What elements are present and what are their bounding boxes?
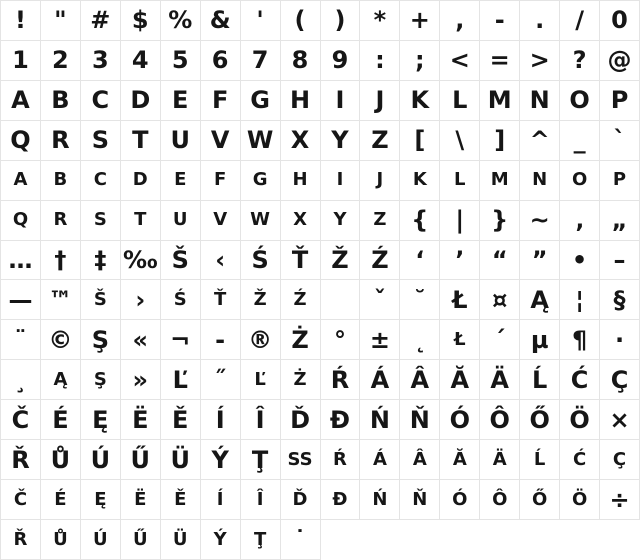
glyph-cell[interactable]: |	[440, 201, 480, 241]
glyph-cell[interactable]: Ý	[201, 440, 241, 480]
glyph-cell[interactable]: ‚	[560, 201, 600, 241]
glyph-cell[interactable]: A	[1, 81, 41, 121]
glyph-cell[interactable]: Y	[321, 201, 361, 241]
glyph-cell[interactable]: Ç	[600, 440, 640, 480]
glyph-cell[interactable]: &	[201, 1, 241, 41]
glyph-cell[interactable]: A	[1, 161, 41, 201]
glyph-cell[interactable]: D	[121, 161, 161, 201]
glyph-cell[interactable]: (	[281, 1, 321, 41]
empty-area	[321, 520, 640, 560]
glyph-cell[interactable]: Ě	[161, 480, 201, 520]
glyph-cell[interactable]: ^	[520, 121, 560, 161]
glyph-cell[interactable]: Ň	[400, 400, 440, 440]
glyph-cell[interactable]: ]	[480, 121, 520, 161]
glyph-cell[interactable]: Ń	[360, 480, 400, 520]
glyph-cell[interactable]: G	[241, 81, 281, 121]
glyph-cell[interactable]: Ţ	[241, 440, 281, 480]
glyph-cell[interactable]: K	[400, 81, 440, 121]
glyph-cell[interactable]: Ć	[560, 360, 600, 400]
glyph-cell[interactable]: Ź	[281, 280, 321, 320]
glyph-cell[interactable]: —	[1, 280, 41, 320]
glyph-cell[interactable]: É	[41, 400, 81, 440]
glyph-cell[interactable]: †	[41, 241, 81, 281]
glyph-cell[interactable]: •	[560, 241, 600, 281]
glyph-cell[interactable]: T	[121, 201, 161, 241]
glyph-cell[interactable]: V	[201, 201, 241, 241]
glyph-cell[interactable]: X	[281, 201, 321, 241]
glyph-cell[interactable]: “	[480, 241, 520, 281]
glyph-cell[interactable]: ¤	[480, 280, 520, 320]
glyph-cell[interactable]: -	[480, 1, 520, 41]
glyph-cell[interactable]: 6	[201, 41, 241, 81]
glyph-cell[interactable]: Ń	[360, 400, 400, 440]
glyph-cell[interactable]: E	[161, 161, 201, 201]
glyph-cell[interactable]: 9	[321, 41, 361, 81]
glyph-cell[interactable]: C	[81, 161, 121, 201]
glyph-cell[interactable]: °	[321, 320, 361, 360]
glyph-cell[interactable]: Ű	[121, 520, 161, 560]
glyph-cell[interactable]: Ů	[41, 520, 81, 560]
glyph-cell[interactable]: ˛	[400, 320, 440, 360]
glyph-cell[interactable]: §	[600, 280, 640, 320]
glyph-cell[interactable]: Ą	[41, 360, 81, 400]
glyph-cell[interactable]: –	[600, 241, 640, 281]
glyph-cell[interactable]: Ř	[1, 520, 41, 560]
glyph-cell[interactable]: L	[440, 81, 480, 121]
glyph-cell[interactable]: 1	[1, 41, 41, 81]
glyph-cell[interactable]: "	[41, 1, 81, 41]
glyph-cell[interactable]: \	[440, 121, 480, 161]
glyph-cell[interactable]: Ä	[480, 360, 520, 400]
glyph-cell[interactable]: $	[121, 1, 161, 41]
glyph-cell[interactable]: Ů	[41, 440, 81, 480]
glyph-cell[interactable]: ˇ	[360, 280, 400, 320]
glyph-cell[interactable]: Ö	[560, 480, 600, 520]
glyph-cell[interactable]: :	[360, 41, 400, 81]
glyph-cell[interactable]: É	[41, 480, 81, 520]
glyph-cell[interactable]: E	[161, 81, 201, 121]
glyph-cell[interactable]: Í	[201, 480, 241, 520]
glyph-cell[interactable]: Ş	[81, 360, 121, 400]
glyph-cell[interactable]: V	[201, 121, 241, 161]
glyph-cell[interactable]: B	[41, 161, 81, 201]
glyph-cell[interactable]: Ä	[480, 440, 520, 480]
glyph-cell[interactable]: ¶	[560, 320, 600, 360]
glyph-cell[interactable]: R	[41, 201, 81, 241]
glyph-cell[interactable]: 0	[600, 1, 640, 41]
glyph-cell[interactable]: U	[161, 121, 201, 161]
glyph-cell[interactable]: Ň	[400, 480, 440, 520]
glyph-cell[interactable]: Ô	[480, 400, 520, 440]
glyph-cell[interactable]: Y	[321, 121, 361, 161]
glyph-cell[interactable]: ‰	[121, 241, 161, 281]
glyph-cell[interactable]: ¸	[1, 360, 41, 400]
glyph-cell[interactable]: Ž	[321, 241, 361, 281]
glyph-cell[interactable]: H	[281, 161, 321, 201]
glyph-cell[interactable]: S	[81, 201, 121, 241]
glyph-cell[interactable]: Ź	[360, 241, 400, 281]
glyph-cell[interactable]: Č	[1, 480, 41, 520]
glyph-cell[interactable]: Ü	[161, 520, 201, 560]
glyph-cell[interactable]: *	[360, 1, 400, 41]
glyph-cell[interactable]: ,	[440, 1, 480, 41]
glyph-cell[interactable]: ©	[41, 320, 81, 360]
glyph-cell[interactable]: M	[480, 161, 520, 201]
glyph-cell[interactable]: Ľ	[241, 360, 281, 400]
glyph-cell[interactable]: Ť	[281, 241, 321, 281]
glyph-cell[interactable]: )	[321, 1, 361, 41]
glyph-cell[interactable]: {	[400, 201, 440, 241]
glyph-cell[interactable]: /	[560, 1, 600, 41]
glyph-cell[interactable]: ´	[480, 320, 520, 360]
glyph-cell[interactable]: Ó	[440, 480, 480, 520]
glyph-cell[interactable]: Š	[81, 280, 121, 320]
glyph-cell[interactable]: Ý	[201, 520, 241, 560]
glyph-cell[interactable]: !	[1, 1, 41, 41]
glyph-cell[interactable]: Ř	[1, 440, 41, 480]
glyph-cell[interactable]: Ą	[520, 280, 560, 320]
glyph-cell[interactable]: H	[281, 81, 321, 121]
glyph-cell[interactable]: N	[520, 161, 560, 201]
glyph-cell[interactable]: ¬	[161, 320, 201, 360]
glyph-cell[interactable]: #	[81, 1, 121, 41]
glyph-cell[interactable]: Á	[360, 440, 400, 480]
glyph-cell[interactable]: `	[600, 121, 640, 161]
glyph-cell[interactable]: %	[161, 1, 201, 41]
glyph-cell[interactable]: …	[1, 241, 41, 281]
glyph-cell[interactable]: J	[360, 161, 400, 201]
glyph-cell[interactable]: ›	[121, 280, 161, 320]
glyph-cell[interactable]: ˘	[400, 280, 440, 320]
glyph-cell[interactable]: B	[41, 81, 81, 121]
glyph-cell[interactable]: Ô	[480, 480, 520, 520]
glyph-cell[interactable]: 7	[241, 41, 281, 81]
glyph-cell[interactable]: Ë	[121, 480, 161, 520]
glyph-cell[interactable]: Đ	[321, 480, 361, 520]
glyph-cell[interactable]: Ĺ	[520, 360, 560, 400]
glyph-cell[interactable]: ”	[520, 241, 560, 281]
glyph-cell[interactable]: J	[360, 81, 400, 121]
glyph-cell[interactable]: Ű	[121, 440, 161, 480]
glyph-cell[interactable]	[321, 280, 361, 320]
glyph-cell[interactable]: Ę	[81, 400, 121, 440]
glyph-cell[interactable]: Ó	[440, 400, 480, 440]
glyph-cell[interactable]: [	[400, 121, 440, 161]
glyph-cell[interactable]: Ë	[121, 400, 161, 440]
glyph-cell[interactable]: ?	[560, 41, 600, 81]
glyph-cell[interactable]: =	[480, 41, 520, 81]
glyph-cell[interactable]: P	[600, 81, 640, 121]
glyph-cell[interactable]: Ď	[281, 400, 321, 440]
glyph-cell[interactable]: P	[600, 161, 640, 201]
glyph-cell[interactable]: Ž	[241, 280, 281, 320]
glyph-cell[interactable]: ;	[400, 41, 440, 81]
glyph-cell[interactable]: O	[560, 161, 600, 201]
glyph-cell[interactable]: N	[520, 81, 560, 121]
glyph-cell[interactable]: ‡	[81, 241, 121, 281]
glyph-cell[interactable]: 8	[281, 41, 321, 81]
glyph-cell[interactable]: Ď	[281, 480, 321, 520]
glyph-cell[interactable]: Ŕ	[321, 360, 361, 400]
glyph-cell[interactable]: Z	[360, 201, 400, 241]
glyph-cell[interactable]: Ú	[81, 520, 121, 560]
glyph-cell[interactable]: Ś	[241, 241, 281, 281]
glyph-cell[interactable]: <	[440, 41, 480, 81]
glyph-cell[interactable]: L	[440, 161, 480, 201]
glyph-cell[interactable]: R	[41, 121, 81, 161]
glyph-cell[interactable]: K	[400, 161, 440, 201]
glyph-cell[interactable]: 5	[161, 41, 201, 81]
glyph-cell[interactable]: .	[520, 1, 560, 41]
glyph-cell[interactable]: '	[241, 1, 281, 41]
glyph-cell[interactable]: Ż	[281, 320, 321, 360]
glyph-cell[interactable]: @	[600, 41, 640, 81]
glyph-cell[interactable]: Ě	[161, 400, 201, 440]
glyph-cell[interactable]: +	[400, 1, 440, 41]
glyph-cell[interactable]: Á	[360, 360, 400, 400]
glyph-cell[interactable]: I	[321, 161, 361, 201]
glyph-cell[interactable]: ÷	[600, 480, 640, 520]
glyph-cell[interactable]: Č	[1, 400, 41, 440]
glyph-cell[interactable]: Ú	[81, 440, 121, 480]
glyph-cell[interactable]: Ť	[201, 280, 241, 320]
glyph-cell[interactable]: Ţ	[241, 520, 281, 560]
glyph-cell[interactable]: Ş	[81, 320, 121, 360]
glyph-cell[interactable]: SS	[281, 440, 321, 480]
glyph-cell[interactable]: O	[560, 81, 600, 121]
glyph-cell[interactable]: ®	[241, 320, 281, 360]
glyph-cell[interactable]: «	[121, 320, 161, 360]
glyph-cell[interactable]: »	[121, 360, 161, 400]
glyph-cell[interactable]: „	[600, 201, 640, 241]
glyph-cell[interactable]: ¦	[560, 280, 600, 320]
glyph-cell[interactable]: ‘	[400, 241, 440, 281]
glyph-cell[interactable]: Z	[360, 121, 400, 161]
glyph-cell[interactable]: W	[241, 121, 281, 161]
glyph-cell[interactable]: µ	[520, 320, 560, 360]
glyph-cell[interactable]: Ś	[161, 280, 201, 320]
glyph-cell[interactable]: Ł	[440, 320, 480, 360]
glyph-cell[interactable]: Ő	[520, 400, 560, 440]
glyph-cell[interactable]: Ç	[600, 360, 640, 400]
glyph-cell[interactable]: ™	[41, 280, 81, 320]
glyph-cell[interactable]: Š	[161, 241, 201, 281]
glyph-cell[interactable]: X	[281, 121, 321, 161]
glyph-cell[interactable]: S	[81, 121, 121, 161]
glyph-cell[interactable]: Í	[201, 400, 241, 440]
glyph-cell[interactable]: Ż	[281, 360, 321, 400]
glyph-cell[interactable]: Q	[1, 121, 41, 161]
glyph-cell[interactable]: 4	[121, 41, 161, 81]
glyph-cell[interactable]: Â	[400, 440, 440, 480]
glyph-cell[interactable]: _	[560, 121, 600, 161]
glyph-cell[interactable]: Î	[241, 400, 281, 440]
glyph-cell[interactable]: T	[121, 121, 161, 161]
glyph-cell[interactable]: Ŕ	[321, 440, 361, 480]
glyph-cell[interactable]: Ľ	[161, 360, 201, 400]
glyph-cell[interactable]: ±	[360, 320, 400, 360]
glyph-cell[interactable]: C	[81, 81, 121, 121]
glyph-cell[interactable]: ·	[600, 320, 640, 360]
glyph-cell[interactable]: Đ	[321, 400, 361, 440]
glyph-cell[interactable]: W	[241, 201, 281, 241]
glyph-cell[interactable]: D	[121, 81, 161, 121]
glyph-cell[interactable]: Q	[1, 201, 41, 241]
glyph-cell[interactable]: ×	[600, 400, 640, 440]
glyph-cell[interactable]: ‹	[201, 241, 241, 281]
glyph-cell[interactable]: ˝	[201, 360, 241, 400]
glyph-cell[interactable]: G	[241, 161, 281, 201]
glyph-cell[interactable]: 3	[81, 41, 121, 81]
glyph-cell[interactable]: Ę	[81, 480, 121, 520]
glyph-cell[interactable]: Ă	[440, 360, 480, 400]
glyph-cell[interactable]: }	[480, 201, 520, 241]
glyph-cell[interactable]: Ł	[440, 280, 480, 320]
glyph-cell[interactable]: ¨	[1, 320, 41, 360]
glyph-cell[interactable]: 2	[41, 41, 81, 81]
glyph-cell[interactable]: Ĺ	[520, 440, 560, 480]
glyph-cell[interactable]: Â	[400, 360, 440, 400]
glyph-cell[interactable]: I	[321, 81, 361, 121]
glyph-cell[interactable]: Ă	[440, 440, 480, 480]
glyph-cell[interactable]: Ć	[560, 440, 600, 480]
glyph-cell[interactable]: F	[201, 81, 241, 121]
glyph-cell[interactable]: U	[161, 201, 201, 241]
glyph-cell[interactable]: M	[480, 81, 520, 121]
glyph-cell[interactable]: -	[201, 320, 241, 360]
glyph-cell[interactable]: >	[520, 41, 560, 81]
glyph-cell[interactable]: Î	[241, 480, 281, 520]
glyph-cell[interactable]: Ő	[520, 480, 560, 520]
glyph-cell[interactable]: F	[201, 161, 241, 201]
glyph-cell[interactable]: ˙	[281, 520, 321, 560]
glyph-cell[interactable]: ~	[520, 201, 560, 241]
glyph-cell[interactable]: Ö	[560, 400, 600, 440]
glyph-cell[interactable]: ’	[440, 241, 480, 281]
glyph-cell[interactable]: Ü	[161, 440, 201, 480]
